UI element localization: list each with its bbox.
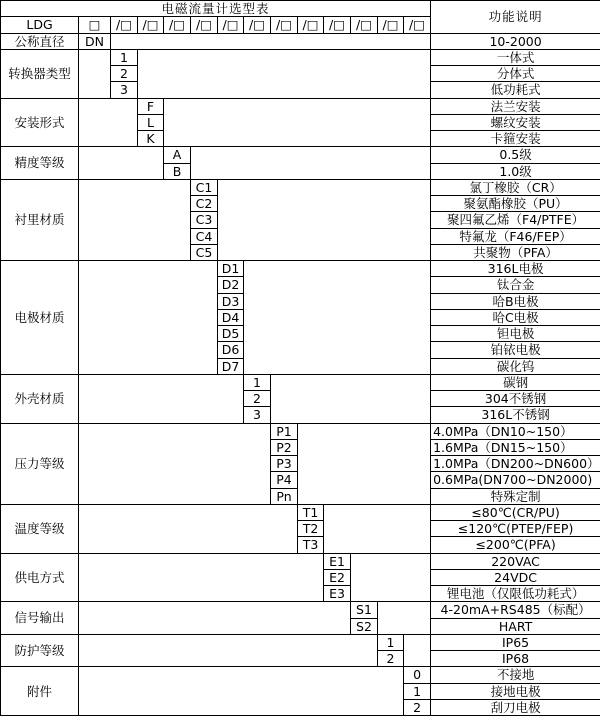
code-cell: C5 [191, 244, 218, 260]
model-slot: /□ [404, 17, 431, 33]
code-cell: 1 [244, 374, 271, 390]
desc-cell: 钽电极 [431, 326, 600, 342]
code-cell: C3 [191, 212, 218, 228]
model-prefix: LDG [1, 17, 79, 33]
desc-cell: 共聚物（PFA） [431, 244, 600, 260]
filler [79, 49, 111, 98]
desc-cell: 不接地 [431, 667, 600, 683]
filler [79, 147, 164, 180]
code-cell: T2 [298, 521, 324, 537]
filler [191, 147, 431, 180]
category-signal-output: 信号输出 [1, 602, 79, 635]
code-cell: C4 [191, 228, 218, 244]
category-nominal-diameter: 公称直径 [1, 33, 79, 49]
code-cell: C1 [191, 179, 218, 195]
desc-cell: 碳钢 [431, 374, 600, 390]
desc-cell: 聚氨酯橡胶（PU） [431, 196, 600, 212]
filler [324, 504, 431, 553]
filler [79, 179, 191, 260]
model-slot: /□ [218, 17, 244, 33]
model-slot: /□ [164, 17, 191, 33]
desc-cell: 316L电极 [431, 261, 600, 277]
code-cell: D2 [218, 277, 244, 293]
desc-cell: 螺纹安装 [431, 114, 600, 130]
desc-cell: 分体式 [431, 66, 600, 82]
model-slot: /□ [351, 17, 378, 33]
code-cell: B [164, 163, 191, 179]
desc-cell: 锂电池（仅限低功耗式） [431, 586, 600, 602]
code-cell: L [138, 114, 164, 130]
desc-cell: 0.5级 [431, 147, 600, 163]
code-cell: Pn [271, 488, 298, 504]
desc-cell: 一体式 [431, 49, 600, 65]
code-cell: 0 [404, 667, 431, 683]
desc-cell: 接地电极 [431, 683, 600, 699]
code-cell: P4 [271, 472, 298, 488]
desc-cell: 316L不锈钢 [431, 407, 600, 423]
code-cell: 1 [404, 683, 431, 699]
code-cell: 1 [111, 49, 138, 65]
desc-cell: 0.6MPa(DN700~DN2000) [431, 472, 600, 488]
code-cell: DN [79, 33, 111, 49]
category-pressure-rating: 压力等级 [1, 423, 79, 504]
category-electrode-material: 电极材质 [1, 261, 79, 375]
filler [79, 374, 244, 423]
table-title: 电磁流量计选型表 [1, 1, 431, 17]
desc-cell: 1.6MPa（DN15~150） [431, 439, 600, 455]
desc-cell: IP68 [431, 651, 600, 667]
filler [79, 423, 271, 504]
category-protection-rating: 防护等级 [1, 634, 79, 667]
desc-cell: 220VAC [431, 553, 600, 569]
desc-cell: 1.0MPa（DN200~DN600） [431, 456, 600, 472]
desc-cell: 4-20mA+RS485（标配） [431, 602, 600, 618]
code-cell: 2 [244, 391, 271, 407]
code-cell: F [138, 98, 164, 114]
code-cell: 1 [378, 634, 404, 650]
code-cell: 3 [244, 407, 271, 423]
filler [79, 553, 324, 602]
desc-cell: 氯丁橡胶（CR） [431, 179, 600, 195]
filler [244, 261, 431, 375]
desc-cell: 特氟龙（F46/FEP） [431, 228, 600, 244]
desc-cell: 24VDC [431, 569, 600, 585]
filler [79, 667, 404, 716]
code-cell: D3 [218, 293, 244, 309]
filler [404, 634, 431, 667]
code-cell: D1 [218, 261, 244, 277]
model-slot: /□ [271, 17, 298, 33]
code-cell: T1 [298, 504, 324, 520]
code-cell: S1 [351, 602, 378, 618]
code-cell: E3 [324, 586, 351, 602]
filler [351, 553, 431, 602]
category-accessories: 附件 [1, 667, 79, 716]
code-cell: D6 [218, 342, 244, 358]
model-slot: /□ [138, 17, 164, 33]
desc-cell: 法兰安装 [431, 98, 600, 114]
code-cell: E1 [324, 553, 351, 569]
code-cell: K [138, 131, 164, 147]
code-cell: 3 [111, 82, 138, 98]
code-cell: 2 [378, 651, 404, 667]
desc-cell: 聚四氟乙烯（F4/PTFE） [431, 212, 600, 228]
code-cell: 2 [404, 699, 431, 715]
desc-cell: HART [431, 618, 600, 634]
code-cell: C2 [191, 196, 218, 212]
desc-cell: 铂铱电极 [431, 342, 600, 358]
desc-cell: 钛合金 [431, 277, 600, 293]
desc-cell: ≤80℃(CR/PU) [431, 504, 600, 520]
model-slot: /□ [111, 17, 138, 33]
category-accuracy-class: 精度等级 [1, 147, 79, 180]
desc-cell: IP65 [431, 634, 600, 650]
filler [79, 602, 351, 635]
code-cell: S2 [351, 618, 378, 634]
category-lining-material: 衬里材质 [1, 179, 79, 260]
category-temperature-rating: 温度等级 [1, 504, 79, 553]
filler [111, 33, 431, 49]
desc-cell: 碳化钨 [431, 358, 600, 374]
code-cell: P2 [271, 439, 298, 455]
desc-cell: 4.0MPa（DN10~150） [431, 423, 600, 439]
code-cell: T3 [298, 537, 324, 553]
desc-cell: 哈C电极 [431, 309, 600, 325]
category-installation-type: 安装形式 [1, 98, 79, 147]
filler [218, 179, 431, 260]
desc-cell: 低功耗式 [431, 82, 600, 98]
code-cell: D4 [218, 309, 244, 325]
desc-cell: 卡箍安装 [431, 131, 600, 147]
code-cell: A [164, 147, 191, 163]
category-housing-material: 外壳材质 [1, 374, 79, 423]
model-box: □ [79, 17, 111, 33]
code-cell: D7 [218, 358, 244, 374]
code-cell: 2 [111, 66, 138, 82]
model-slot: /□ [378, 17, 404, 33]
code-cell: P3 [271, 456, 298, 472]
code-cell: D5 [218, 326, 244, 342]
desc-cell: 刮刀电极 [431, 699, 600, 715]
desc-cell: 304不锈钢 [431, 391, 600, 407]
desc-cell: ≤200℃(PFA) [431, 537, 600, 553]
code-cell: P1 [271, 423, 298, 439]
model-slot: /□ [298, 17, 324, 33]
desc-cell: 10-2000 [431, 33, 600, 49]
desc-cell: ≤120℃(PTEP/FEP) [431, 521, 600, 537]
filler [164, 98, 431, 147]
model-slot: /□ [324, 17, 351, 33]
category-power-supply: 供电方式 [1, 553, 79, 602]
filler [79, 261, 218, 375]
filler [298, 423, 431, 504]
filler [79, 634, 378, 667]
filler [138, 49, 431, 98]
function-description-header: 功能说明 [431, 1, 600, 34]
model-slot: /□ [244, 17, 271, 33]
desc-cell: 1.0级 [431, 163, 600, 179]
filler [378, 602, 431, 635]
category-converter-type: 转换器类型 [1, 49, 79, 98]
filler [271, 374, 431, 423]
model-slot: /□ [191, 17, 218, 33]
filler [79, 504, 298, 553]
filler [79, 98, 138, 147]
desc-cell: 特殊定制 [431, 488, 600, 504]
code-cell: E2 [324, 569, 351, 585]
desc-cell: 哈B电极 [431, 293, 600, 309]
